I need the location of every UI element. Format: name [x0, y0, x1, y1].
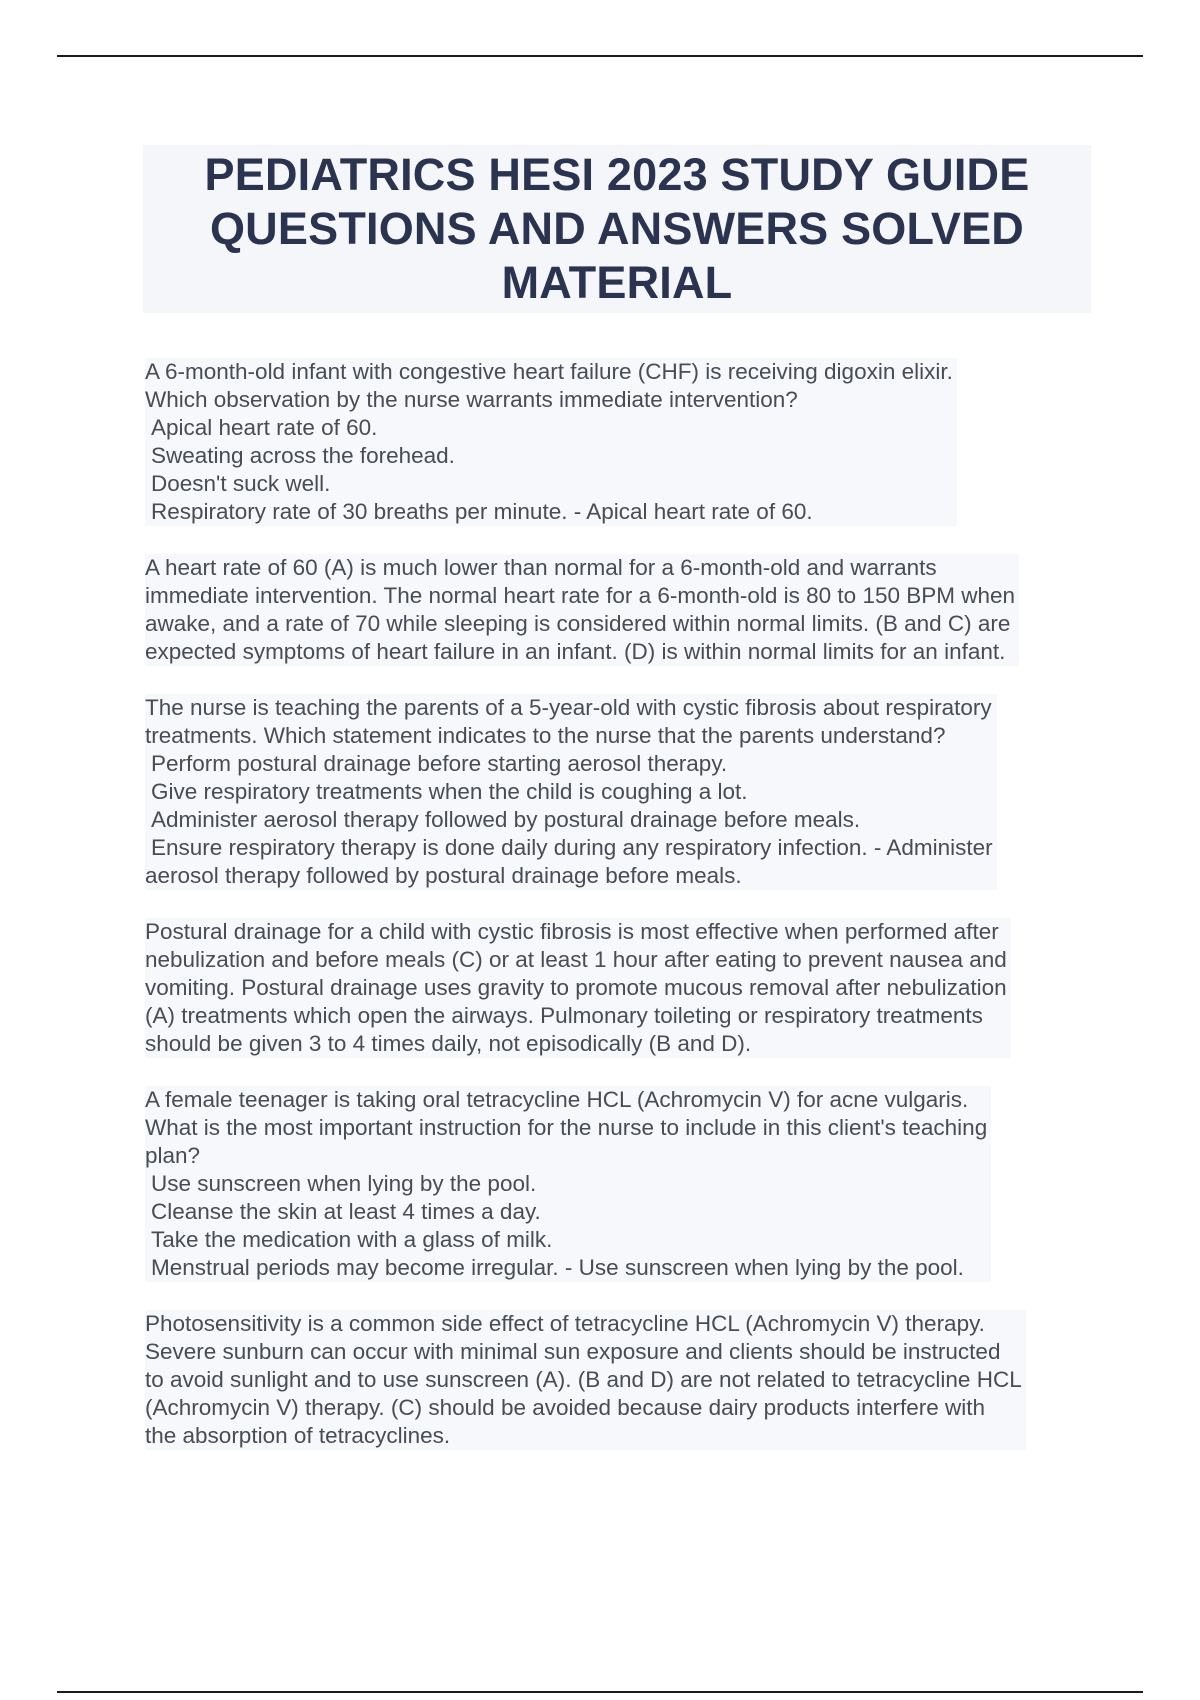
question-stem-line: plan?	[145, 1143, 201, 1168]
rationale-line: Severe sunburn can occur with minimal sun exposure and clients should be instructed	[145, 1339, 1001, 1364]
title-line: MATERIAL	[501, 257, 733, 308]
rationale-line: nebulization and before meals (C) or at least 1 hour after eating to prevent nausea and	[145, 947, 1007, 972]
answer-option: Give respiratory treatments when the child is coughing a lot.	[151, 779, 748, 804]
question-stem-line: Which observation by the nurse warrants immediate intervention?	[145, 387, 798, 412]
answer-continuation: aerosol therapy followed by postural drainage before meals.	[145, 863, 742, 888]
rationale-line: (Achromycin V) therapy. (C) should be avoided because dairy products interfere with	[145, 1395, 985, 1420]
rationale-line: A heart rate of 60 (A) is much lower than normal for a 6-month-old and warrants	[145, 555, 937, 580]
top-rule	[57, 55, 1143, 57]
answer-option: Apical heart rate of 60.	[151, 415, 378, 440]
question-block	[145, 694, 997, 890]
rationale-line: the absorption of tetracyclines.	[145, 1423, 451, 1448]
rationale-line: Postural drainage for a child with cystic fibrosis is most effective when performed after	[145, 919, 999, 944]
title-line: PEDIATRICS HESI 2023 STUDY GUIDE	[204, 149, 1030, 200]
answer-option: Respiratory rate of 30 breaths per minute. - Apical heart rate of 60.	[151, 499, 813, 524]
question-stem-line: A female teenager is taking oral tetracycline HCL (Achromycin V) for acne vulgaris.	[145, 1087, 969, 1112]
answer-option: Administer aerosol therapy followed by postural drainage before meals.	[151, 807, 861, 832]
answer-option: Perform postural drainage before starting aerosol therapy.	[151, 751, 728, 776]
bottom-rule	[57, 1691, 1143, 1693]
rationale-block	[145, 554, 1019, 666]
question-stem-line: treatments. Which statement indicates to the nurse that the parents understand?	[145, 723, 946, 748]
rationale-line: Photosensitivity is a common side effect of tetracycline HCL (Achromycin V) therapy.	[145, 1311, 985, 1336]
title-banner	[143, 145, 1091, 313]
rationale-line: expected symptoms of heart failure in an infant. (D) is within normal limits for an infant.	[145, 639, 1006, 664]
answer-option: Doesn't suck well.	[151, 471, 331, 496]
rationale-line: immediate intervention. The normal heart rate for a 6-month-old is 80 to 150 BPM when	[145, 583, 1016, 608]
title-line: QUESTIONS AND ANSWERS SOLVED	[209, 203, 1024, 254]
question-block	[145, 358, 957, 526]
rationale-line: vomiting. Postural drainage uses gravity to promote mucous removal after nebulization	[145, 975, 1007, 1000]
question-block	[145, 1086, 991, 1282]
answer-option: Use sunscreen when lying by the pool.	[151, 1171, 537, 1196]
answer-option: Take the medication with a glass of milk.	[151, 1227, 553, 1252]
rationale-line: to avoid sunlight and to use sunscreen (A). (B and D) are not related to tetracycline HCL	[145, 1367, 1022, 1392]
document-body	[145, 358, 1095, 1478]
question-stem-line: A 6-month-old infant with congestive heart failure (CHF) is receiving digoxin elixir.	[145, 359, 953, 384]
question-stem-line: What is the most important instruction for the nurse to include in this client's teaching	[145, 1115, 988, 1140]
document-title	[205, 148, 1030, 310]
question-stem-line: The nurse is teaching the parents of a 5-year-old with cystic fibrosis about respiratory	[145, 695, 992, 720]
answer-option: Cleanse the skin at least 4 times a day.	[151, 1199, 541, 1224]
rationale-block	[145, 918, 1011, 1058]
answer-option: Ensure respiratory therapy is done daily during any respiratory infection. - Administer	[151, 835, 993, 860]
rationale-line: should be given 3 to 4 times daily, not episodically (B and D).	[145, 1031, 752, 1056]
rationale-line: (A) treatments which open the airways. Pulmonary toileting or respiratory treatments	[145, 1003, 983, 1028]
rationale-block	[145, 1310, 1026, 1450]
answer-option: Sweating across the forehead.	[151, 443, 455, 468]
answer-option: Menstrual periods may become irregular. - Use sunscreen when lying by the pool.	[151, 1255, 964, 1280]
rationale-line: awake, and a rate of 70 while sleeping is considered within normal limits. (B and C) are	[145, 611, 1011, 636]
